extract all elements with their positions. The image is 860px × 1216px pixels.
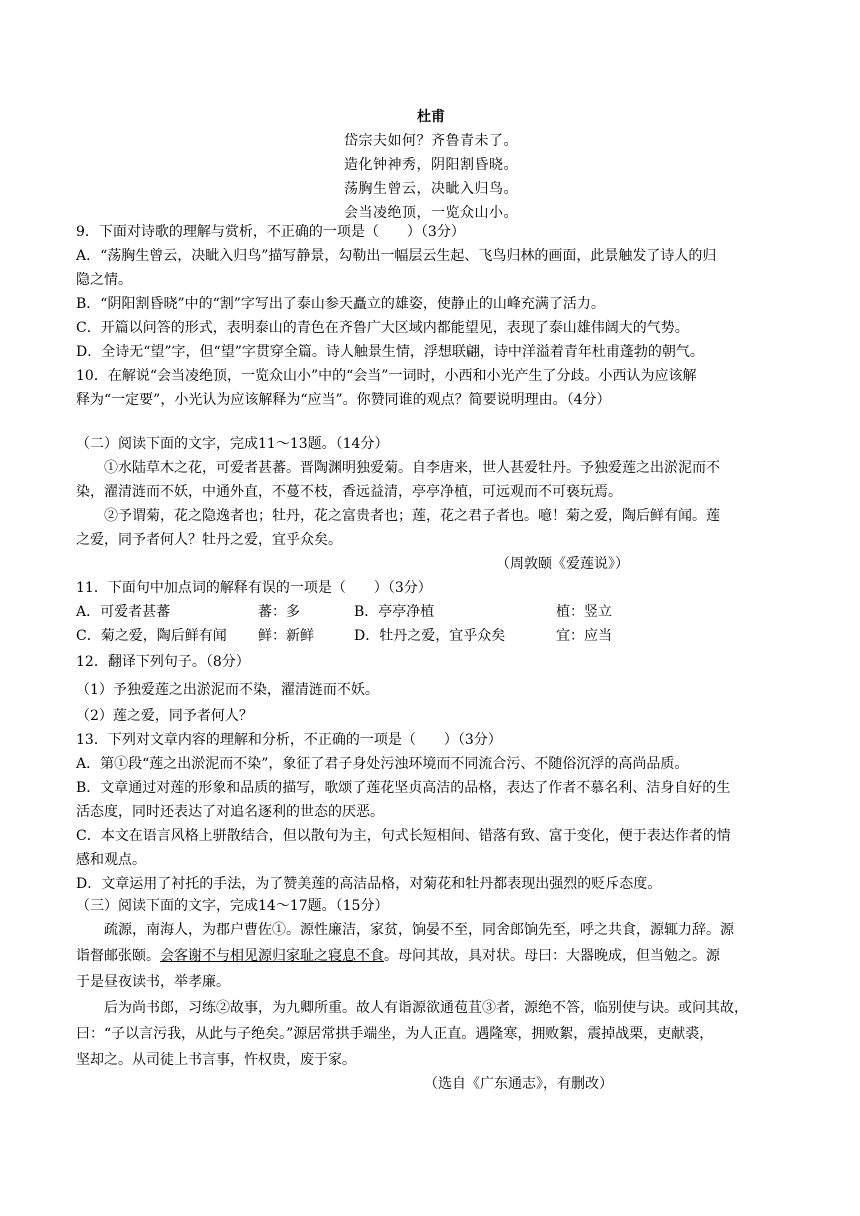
passage3-p1-line1: 疏源，南海人，为郡户曹佐①。源性廉洁，家贫，饷晏不至，同舍郎饷先至，呼之共食，源辄力辞。源 [104,922,734,938]
passage3-p1-line3: 于是昼夜读书，举孝廉。 [76,974,230,990]
q11-option-d-explanation: 宜：应当 [556,628,612,644]
q11-option-c-explanation: 鲜：新鲜 [258,628,314,644]
q11-option-d: D．牡丹之爱，宜乎众矣 [354,628,506,644]
q9-option-c: C．开篇以问答的形式，表明泰山的青色在齐鲁广大区域内都能望见，表现了泰山雄伟阔大的气势。 [76,320,689,336]
poem-line-4: 会当凌绝顶，一览众山小。 [344,205,518,221]
q9-option-d: D．全诗无“望”字，但“望”字贯穿全篇。诗人触景生情，浮想联翩，诗中洋溢着青年杜甫蓬勃的朝气。 [76,344,704,360]
poem-line-1: 岱宗夫如何？齐鲁青未了。 [344,133,518,149]
passage3-text: 。母问其故，具对状。母曰：大器晚成，但当勉之。源 [384,948,720,964]
q13-option-c: C．本文在语言风格上骈散结合，但以散句为主，句式长短相间、错落有致、富于变化，便于表达作者的情 [76,828,731,844]
passage2-source: （周敦颐《爱莲说》） [496,556,629,572]
q11-option-a: A．可爱者甚蕃 [76,604,171,620]
underlined-sentence: 会客谢不与相见源归家耻之寝息不食 [160,948,384,964]
passage3-p2-line1: 后为尚书郎，习练②故事，为九卿所重。故人有诣源欲通苞苴③者，源绝不答，临别使与诀。或问其故， [104,1000,748,1016]
passage3-text: 诣督邮张颐。 [76,948,160,964]
q9-option-a: A．“荡胸生曾云，决眦入归鸟”描写静景，勾勒出一幅层云生起、飞鸟归林的画面，此景触发了诗人的归 [76,248,717,264]
q13-option-b: B．文章通过对莲的形象和品质的描写，歌颂了莲花坚贞高洁的品格，表达了作者不慕名利、洁身自好的生 [76,780,731,796]
q9-option-a-cont: 隐之情。 [76,272,132,288]
passage3-p2-line3: 坚却之。从司徒上书言事，忤权贵，废于家。 [76,1052,356,1068]
q9-stem: 9．下面对诗歌的理解与赏析，不正确的一项是（ ）（3分） [76,224,465,240]
q11-option-a-explanation: 蕃：多 [258,604,300,620]
poem-line-2: 造化钟神秀，阴阳割昏晓。 [344,157,518,173]
q12-sentence-2: （2）莲之爱，同予者何人？ [76,708,253,724]
passage2-p1-line2: 染，濯清涟而不妖，中通外直，不蔓不枝，香远益清，亭亭净植，可远观而不可亵玩焉。 [76,484,622,500]
passage2-p1-line1: ①水陆草木之花，可爱者甚蕃。晋陶渊明独爱菊。自李唐来，世人甚爱牡丹。予独爱莲之出淤泥而不 [104,460,720,476]
q9-option-b: B．“阴阳割昏晓”中的“割”字写出了泰山参天矗立的雄姿，使静止的山峰充满了活力。 [76,296,605,312]
q12-sentence-1: （1）予独爱莲之出淤泥而不染，濯清涟而不妖。 [76,682,379,698]
poem-line-3: 荡胸生曾云，决眦入归鸟。 [344,181,518,197]
q12-stem: 12．翻译下列句子。（8分） [76,654,250,670]
passage2-p2-line1: ②予谓菊，花之隐逸者也；牡丹，花之富贵者也；莲，花之君子者也。噫！菊之爱，陶后鲜有闻。莲 [104,508,720,524]
q10-line-2: 释为“一定要”，小光认为应该解释为“应当”。你赞同谁的观点？简要说明理由。（4分） [76,392,611,408]
q13-option-d: D．文章运用了衬托的手法，为了赞美莲的高洁品格，对菊花和牡丹都表现出强烈的贬斥态度。 [76,876,662,892]
section2-heading: （二）阅读下面的文字，完成11～13题。（14分） [76,436,389,452]
q11-option-c: C．菊之爱，陶后鲜有闻 [76,628,227,644]
passage3-source: （选自《广东通志》，有删改） [424,1076,613,1092]
q11-stem: 11．下面句中加点词的解释有误的一项是（ ）（3分） [76,580,432,596]
q11-option-b-explanation: 植：竖立 [556,604,612,620]
q13-stem: 13．下列对文章内容的理解和分析，不正确的一项是（ ）（3分） [76,732,502,748]
q13-option-a: A．第①段“莲之出淤泥而不染”，象征了君子身处污浊环境而不同流合污、不随俗沉浮的高尚品质。 [76,756,689,772]
q10-line-1: 10．在解说“会当凌绝顶，一览众山小”中的“会当”一词时，小西和小光产生了分歧。小西认为应该解 [76,368,697,384]
q11-option-b: B．亭亭净植 [354,604,435,620]
q13-option-c-cont: 感和观点。 [76,852,146,868]
passage3-p2-line2: 曰：“子以言污我，从此与子绝矣。”源居常拱手端坐，为人正直。遇隆寒，拥败絮，震掉战栗，吏献裘， [76,1026,714,1042]
passage3-p1-line2 [76,946,786,966]
q13-option-b-cont: 活态度，同时还表达了对追名逐利的世态的厌恶。 [76,804,384,820]
passage2-p2-line2: 之爱，同予者何人？牡丹之爱，宜乎众矣。 [76,532,342,548]
section3-heading: （三）阅读下面的文字，完成14～17题。（15分） [76,898,389,914]
poem-title: 杜甫 [417,109,445,125]
